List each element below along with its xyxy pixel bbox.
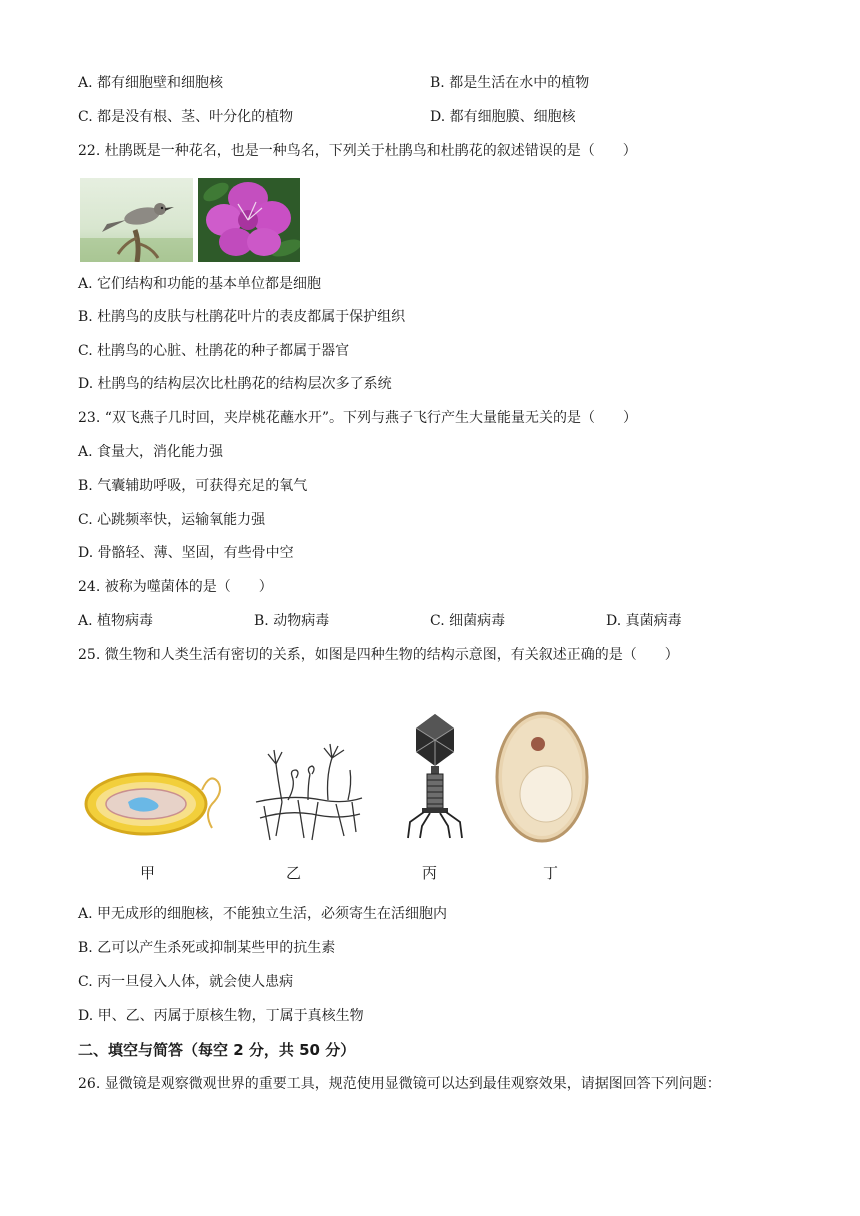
q25-option-a: A. 甲无成形的细胞核，不能独立生活，必须寄生在活细胞内 xyxy=(78,906,448,922)
q23-option-b: B. 气囊辅助呼吸，可获得充足的氧气 xyxy=(78,478,308,494)
q23-option-c: C. 心跳频率快，运输氧能力强 xyxy=(78,512,266,528)
q21-option-c: C. 都是没有根、茎、叶分化的植物 xyxy=(78,109,294,125)
bacteriophage-figure xyxy=(402,712,468,840)
q21-option-b: B. 都是生活在水中的植物 xyxy=(430,75,590,91)
q25-stem: 25. 微生物和人类生活有密切的关系，如图是四种生物的结构示意图，有关叙述正确的是（ ） xyxy=(78,647,679,663)
q22-option-d: D. 杜鹃鸟的结构层次比杜鹃花的结构层次多了系统 xyxy=(78,376,392,392)
bacterium-figure xyxy=(84,762,230,840)
q26-stem: 26. 显微镜是观察微观世界的重要工具，规范使用显微镜可以达到最佳观察效果，请据图回答下列问题： xyxy=(78,1076,721,1092)
figure-caption-ding: 丁 xyxy=(543,864,559,882)
q23-option-d: D. 骨骼轻、薄、坚固，有些骨中空 xyxy=(78,545,294,561)
figure-caption-jia: 甲 xyxy=(140,864,156,882)
q24-option-d: D. 真菌病毒 xyxy=(606,613,682,629)
q21-option-d: D. 都有细胞膜、细胞核 xyxy=(430,109,576,125)
q22-option-c: C. 杜鹃鸟的心脏、杜鹃花的种子都属于器官 xyxy=(78,343,350,359)
q23-stem: 23. “双飞燕子几时回，夹岸桃花蘸水开”。下列与燕子飞行产生大量能量无关的是（ ） xyxy=(78,410,638,426)
section-heading: 二、填空与简答（每空 2 分，共 50 分） xyxy=(78,1041,356,1059)
azalea-flower-photo xyxy=(198,178,300,262)
q22-option-a: A. 它们结构和功能的基本单位都是细胞 xyxy=(78,276,322,292)
q25-option-d: D. 甲、乙、丙属于原核生物，丁属于真核生物 xyxy=(78,1008,364,1024)
figure-caption-bing: 丙 xyxy=(422,864,438,882)
figure-caption-yi: 乙 xyxy=(286,864,302,882)
q25-option-b: B. 乙可以产生杀死或抑制某些甲的抗生素 xyxy=(78,940,336,956)
q24-option-a: A. 植物病毒 xyxy=(78,613,154,629)
q24-stem: 24. 被称为噬菌体的是（ ） xyxy=(78,579,273,595)
cuckoo-bird-photo xyxy=(80,178,193,262)
q25-option-c: C. 丙一旦侵入人体，就会使人患病 xyxy=(78,974,294,990)
q22-option-b: B. 杜鹃鸟的皮肤与杜鹃花叶片的表皮都属于保护组织 xyxy=(78,309,406,325)
q23-option-a: A. 食量大，消化能力强 xyxy=(78,444,224,460)
q24-option-b: B. 动物病毒 xyxy=(254,613,330,629)
q21-option-a: A. 都有细胞壁和细胞核 xyxy=(78,75,224,91)
fungus-figure xyxy=(252,740,364,850)
yeast-cell-figure xyxy=(494,710,590,844)
q22-stem: 22. 杜鹃既是一种花名，也是一种鸟名，下列关于杜鹃鸟和杜鹃花的叙述错误的是（ ） xyxy=(78,143,637,159)
q24-option-c: C. 细菌病毒 xyxy=(430,613,506,629)
